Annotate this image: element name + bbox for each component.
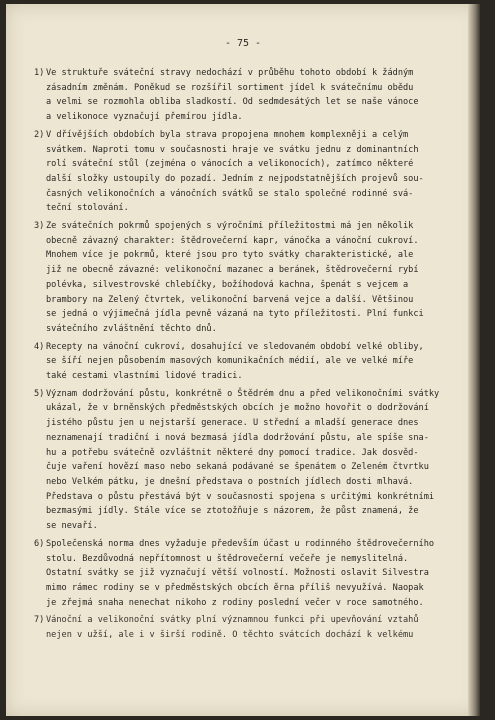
text-line: svátečního zvláštnění těchto dnů.	[46, 323, 217, 334]
list-item	[34, 340, 464, 384]
text-line: brambory na Zelený čtvrtek, velikonoční barvená vejce a další. Většinou	[46, 294, 414, 305]
text-line: se šíří nejen působením masových komunikačních médií, ale ve velké míře	[46, 356, 414, 367]
list-item	[34, 66, 464, 125]
text-line: V dřívějších obdobích byla strava propojena mnohem komplexněji a celým	[46, 129, 409, 140]
text-line: jistého půstu jen u nejstarší generace. U střední a mladší generace dnes	[46, 418, 419, 429]
text-line: rolí sváteční stůl (zejména o vánocích a velikonocích), zatímco některé	[46, 159, 414, 170]
text-line: obecně závazný charakter: štědrovečerní kapr, vánočka a vánoční cukroví.	[46, 235, 419, 246]
text-line: a velmi se rozmohla obliba sladkostí. Od sedmdesátých let se naše vánoce	[46, 97, 419, 108]
text-line: nejen v užší, ale i v širší rodině. O těchto svátcích dochází k velkému	[46, 630, 414, 641]
text-line: se jedná o výjimečná jídla pevně vázaná na tyto příležitosti. Plní funkci	[46, 309, 424, 320]
text-line: neznamenají tradiční i nová bezmasá jídla dodržování půstu, ale spíše sna-	[46, 432, 429, 443]
text-line: Ze svátečních pokrmů spojených s výročními příležitostmi má jen několik	[46, 221, 414, 232]
text-line: Vánoční a velikonoční svátky plní významnou funkci při upevňování vztahů	[46, 615, 419, 626]
text-line: hu a potřebu svátečně ozvláštnit některé dny pomocí tradice. Jak dosvěd-	[46, 447, 419, 458]
text-line: svátkem. Naproti tomu v současnosti hraje ve svátku jednu z dominantních	[46, 144, 419, 155]
text-line: bezmasými jídly. Stále více se ztotožňuje s názorem, že půst znamená, že	[46, 506, 419, 517]
numbered-list	[34, 66, 464, 646]
text-line: Mnohem více je pokrmů, které jsou pro tyto svátky charakteristické, ale	[46, 250, 414, 261]
item-number: 4)	[34, 341, 45, 352]
text-line: se nevaří.	[46, 521, 98, 532]
item-number: 7)	[34, 615, 45, 626]
text-line: teční stolování.	[46, 203, 129, 214]
text-line: mimo rámec rodiny se v předměstských obcích ěrna příliš nevyužívá. Naopak	[46, 582, 424, 593]
document-page	[6, 4, 480, 716]
list-item	[34, 387, 464, 534]
text-line: již ne obecně závazné: velikonoční mazanec a beránek, štědrovečerní rybí	[46, 265, 419, 276]
text-line: je zřejmá snaha nenechat nikoho z rodiny poslední večer v roce samotného.	[46, 597, 424, 608]
text-line: časných velikonočních a vánočních svátků se stalo společné rodinné svá-	[46, 188, 414, 199]
text-line: Ve struktuře sváteční stravy nedochází v průběhu tohoto období k žádným	[46, 68, 414, 78]
text-line: další složky ustoupily do pozadí. Jedním z nejpodstatnějších projevů sou-	[46, 173, 424, 184]
list-item	[34, 219, 464, 337]
text-line: Význam dodržování půstu, konkrétně o Štědrém dnu a před velikonočními svátky	[46, 388, 440, 399]
text-line: Společenská norma dnes vyžaduje především účast u rodinného štědrovečerního	[46, 538, 435, 549]
item-number: 3)	[34, 221, 45, 232]
text-line: Představa o půstu přestává být v současnosti spojena s určitými konkrétními	[46, 491, 435, 502]
page-number: - 75 -	[224, 38, 262, 49]
text-line: stolu. Bezdůvodná nepřítomnost u štědrovečerní večeře je nemyslitelná.	[46, 553, 409, 564]
item-number: 5)	[34, 388, 45, 399]
text-line: ukázal, že v brněnských předměstských obcích je možno hovořit o dodržování	[46, 403, 429, 414]
list-item	[34, 537, 464, 611]
page-binding-edge	[468, 4, 480, 716]
text-line: polévka, silvestrovské chlebíčky, božíhodová kachna, špenát s vejcem a	[46, 279, 409, 290]
text-line: čuje vaření hovězí maso nebo sekaná podávané se špenátem o Zeleném čtvrtku	[46, 462, 429, 473]
list-item	[34, 613, 464, 642]
item-number: 1)	[34, 68, 45, 78]
text-line: a velikonoce vyznačují přemírou jídla.	[46, 112, 243, 123]
text-line: Ostatní svátky se již vyznačují větší volností. Možnosti oslavit Silvestra	[46, 568, 429, 579]
item-number: 2)	[34, 129, 45, 140]
list-item	[34, 128, 464, 216]
text-line: nebo Velkém pátku, je dnešní představa o postních jídlech dosti mlhavá.	[46, 476, 414, 487]
text-line: také cestami vlastními lidové tradici.	[46, 371, 243, 382]
text-line: zásadním změnám. Poněkud se rozšířil sortiment jídel k svátečnímu obědu	[46, 82, 414, 93]
text-line: Recepty na vánoční cukroví, dosahující ve sledovaném období velké obliby,	[46, 341, 424, 352]
item-number: 6)	[34, 538, 45, 549]
